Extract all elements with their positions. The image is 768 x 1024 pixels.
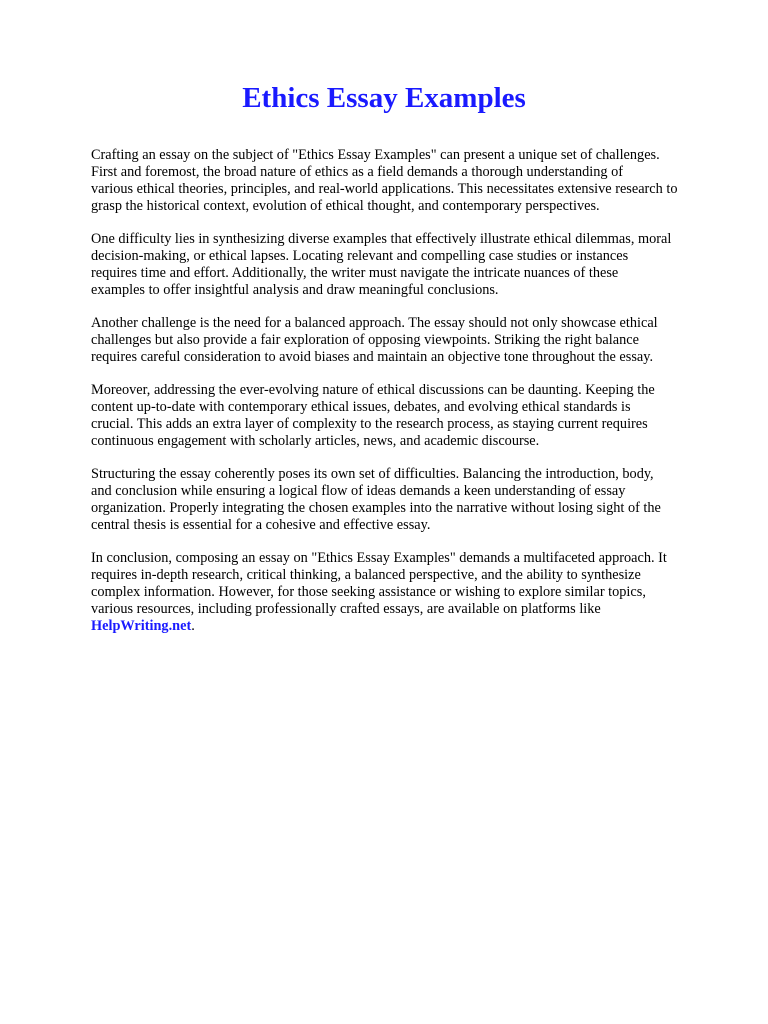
- paragraph-intro: Crafting an essay on the subject of "Ethics Essay Examples" can present a unique set of challenges. First and foremost, the broad nature of ethics as a field demands a thorough understanding of various ethical theories, principles, and real-world applications. This necessitates extensive research to grasp the historical context, evolution of ethical thought, and contemporary perspectives.: [91, 147, 678, 214]
- paragraph-structure: Structuring the essay coherently poses its own set of difficulties. Balancing the introduction, body, and conclusion while ensuring a logical flow of ideas demands a keen understanding of essay organization. Properly integrating the chosen examples into the narrative without losing sight of the central thesis is essential for a cohesive and effective essay.: [91, 466, 661, 533]
- paragraph-examples: One difficulty lies in synthesizing diverse examples that effectively illustrate ethical dilemmas, moral decision-making, or ethical lapses. Locating relevant and compelling case studies or instances requires time and effort. Additionally, the writer must navigate the intricate nuances of these examples to offer insightful analysis and draw meaningful conclusions.: [91, 231, 672, 298]
- paragraph-balance: Another challenge is the need for a balanced approach. The essay should not only showcase ethical challenges but also provide a fair exploration of opposing viewpoints. Striking the right balance requires careful consideration to avoid biases and maintain an objective tone throughout the essay.: [91, 315, 658, 365]
- conclusion-end: .: [191, 618, 195, 634]
- helpwriting-link[interactable]: HelpWriting.net: [91, 618, 192, 634]
- essay-body: [91, 147, 731, 651]
- paragraph-evolving: Moreover, addressing the ever-evolving nature of ethical discussions can be daunting. Keeping the content up-to-date with contemporary ethical issues, debates, and evolving ethical standards is crucial. This adds an extra layer of complexity to the research process, as staying current requires continuous engagement with scholarly articles, news, and academic discourse.: [91, 382, 655, 449]
- conclusion-text: In conclusion, composing an essay on "Ethics Essay Examples" demands a multifaceted approach. It requires in-depth research, critical thinking, a balanced perspective, and the ability to synthesize complex information. However, for those seeking assistance or wishing to explore similar topics, various resources, including professionally crafted essays, are available on platforms like: [91, 550, 667, 617]
- page-title: Ethics Essay Examples: [242, 82, 526, 114]
- paragraph-conclusion: [91, 550, 731, 635]
